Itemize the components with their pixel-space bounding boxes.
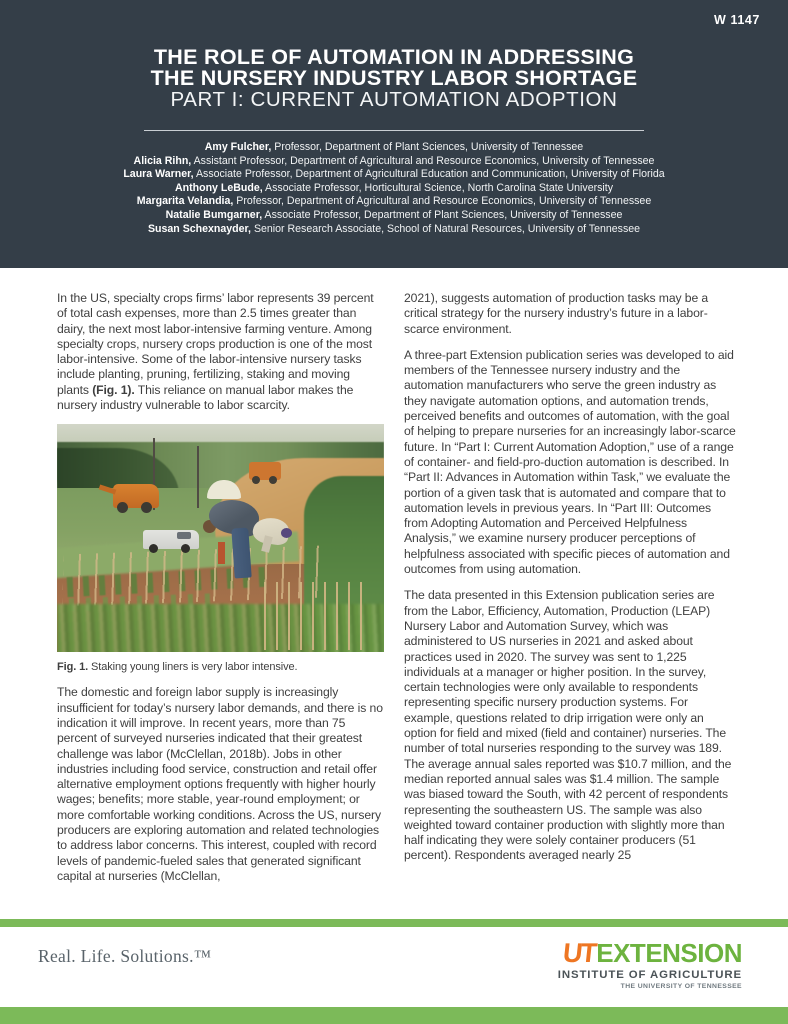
title-line-1: THE ROLE OF AUTOMATION IN ADDRESSING: [153, 45, 635, 69]
author-affiliation: Assistant Professor, Department of Agricultural and Resource Economics, University of Tennessee: [191, 154, 655, 167]
photo-stake-bundle: [218, 542, 225, 564]
figure-caption-text: Staking young liners is very labor intensive.: [88, 661, 298, 674]
title-line-3: PART I: CURRENT AUTOMATION ADOPTION: [170, 88, 618, 111]
author-line: [0, 195, 788, 209]
figure-caption-label: Fig. 1.: [57, 661, 89, 674]
author-affiliation: Associate Professor, Horticultural Science, North Carolina State University: [262, 181, 614, 194]
author-name: Natalie Bumgarner,: [165, 208, 263, 221]
photo-pickup-truck: [143, 530, 199, 549]
author-name: Amy Fulcher,: [204, 141, 272, 153]
author-line: [0, 168, 788, 182]
figure-caption: [57, 660, 384, 674]
page-title: [0, 47, 788, 110]
author-line: [0, 223, 788, 237]
body-column-left: [57, 291, 384, 895]
photo-orange-loader: [113, 484, 159, 508]
author-line: [0, 182, 788, 196]
paragraph: The domestic and foreign labor supply is increasingly insufficient for today’s nursery labor demands, and there is no indication it will improve. In recent years, more than 75 percent of surveyed nurseries indicated that their greatest challenge was labor (McClellan, 2018b). Jobs in other industries including food service, construction and retail offer alternative employment options frequently with higher hourly wages; benefits; more stable, year-round employment; or more comfortable working conditions. Across the US, nursery producers are exploring automation and related technologies to address labor concerns. This interest, coupled with record levels of pandemic-fueled sales that generated significant capital at nurseries (McClellan,: [57, 685, 383, 883]
author-affiliation: Senior Research Associate, School of Natural Resources, University of Tennessee: [251, 222, 641, 235]
paragraph: [57, 291, 384, 413]
author-name: Alicia Rihn,: [133, 154, 192, 167]
author-affiliation: Associate Professor, Department of Plant Sciences, University of Tennessee: [262, 208, 623, 221]
title-divider: [144, 130, 644, 131]
logo-wordmark: [558, 940, 742, 967]
masthead: [0, 0, 788, 268]
ut-monogram: UT: [561, 938, 597, 968]
paragraph: The data presented in this Extension publication series are from the Labor, Efficiency, Automation, Production (LEAP) Nursery Labor and Automation Survey, which was administered to US nurseries in 2021 and asked about practices used in 2020. The survey was sent to 1,225 individuals at a manager or higher position. In the survey, certain technologies were only available to respondents representing specific nursery production systems. For example, questions related to drip irrigation were only an option for field and mixed (field and container) nurseries. The number of total nurseries responding to the survey was 189. The average annual sales reported was $10.7 million, and the median reported annual sales was $1.4 million. The sample was biased toward the South, with 42 percent of respondents representing the southeastern US. The sample was also weighted toward container production with slightly more than half indicating they were solely container producers (51 percent). Respondents averaged nearly 25: [404, 588, 732, 863]
extension-wordmark: EXTENSION: [596, 938, 742, 968]
author-line: [0, 141, 788, 155]
author-list: [0, 141, 788, 236]
paragraph: 2021), suggests automation of production tasks may be a critical strategy for the nursery industry’s future in a labor-scarce environment.: [404, 291, 709, 336]
university-of-tennessee-label: THE UNIVERSITY OF TENNESSEE: [620, 983, 742, 991]
footer-tagline: Real. Life. Solutions.™: [38, 946, 212, 966]
author-line: [0, 155, 788, 169]
footer-green-rule: [0, 919, 788, 927]
author-name: Margarita Velandia,: [136, 195, 234, 208]
photo-worker-jeans-legs: [231, 528, 251, 579]
body-column-right: [404, 291, 736, 875]
paragraph: A three-part Extension publication series was developed to aid members of the Tennessee nursery industry and the automation manufacturers who serve the green industry as they navigate automation options, and automation trends, perceived benefits and outcomes of automation, with the goal of helping to prepare nurseries for an increasingly labor-scarce future. In “Part I: Current Automation Adoption,” use of a range of container- and field-pro-duction automation is described. In “Part II: Advances in Automation within Task,” we evaluate the portion of a given task that is automated and compare that to automation levels in previous years. In “Part III: Outcomes from Adopting Automation and Perceived Helpfulness Analysis,” we examine nursery producer perceptions of helpfulness associated with specific pieces of automation and outcomes from using automation.: [404, 347, 736, 577]
author-affiliation: Professor, Department of Agricultural and Resource Economics, University of Tennessee: [233, 195, 652, 208]
author-affiliation: Professor, Department of Plant Sciences, University of Tennessee: [271, 141, 584, 153]
institute-of-agriculture-label: INSTITUTE OF AGRICULTURE: [557, 969, 742, 981]
title-line-2: THE NURSERY INDUSTRY LABOR SHORTAGE: [150, 66, 638, 90]
photo-orange-tractor: [249, 462, 281, 480]
author-line: [0, 209, 788, 223]
author-name: Anthony LeBude,: [174, 181, 263, 194]
paragraph-text: This reliance on manual labor makes the nursery industry vulnerable to labor scarcity.: [57, 382, 354, 413]
footer-green-bar: [0, 1007, 788, 1024]
figure-1-photo: [57, 424, 384, 652]
ut-extension-logo: [558, 940, 742, 991]
author-affiliation: Associate Professor, Department of Agricultural Education and Communication, University of Florida: [193, 168, 665, 181]
photo-foreground-stakes: [254, 582, 366, 650]
publication-number: W 1147: [714, 13, 760, 27]
paragraph-text: In the US, specialty crops firms’ labor represents 39 percent of total cash expenses, more than 2.5 times greater than dairy, the next most labor-intensive farming venture. Among specialty crops, nursery crops production is one of the most labor-intensive. Some of the labor-intensive nursery tasks include planting, pruning, fertilizing, staking and moving plants: [57, 291, 374, 397]
figure-reference: (Fig. 1).: [92, 382, 135, 397]
author-name: Laura Warner,: [123, 168, 194, 181]
photo-utility-pole: [197, 446, 199, 508]
author-name: Susan Schexnayder,: [147, 222, 251, 235]
